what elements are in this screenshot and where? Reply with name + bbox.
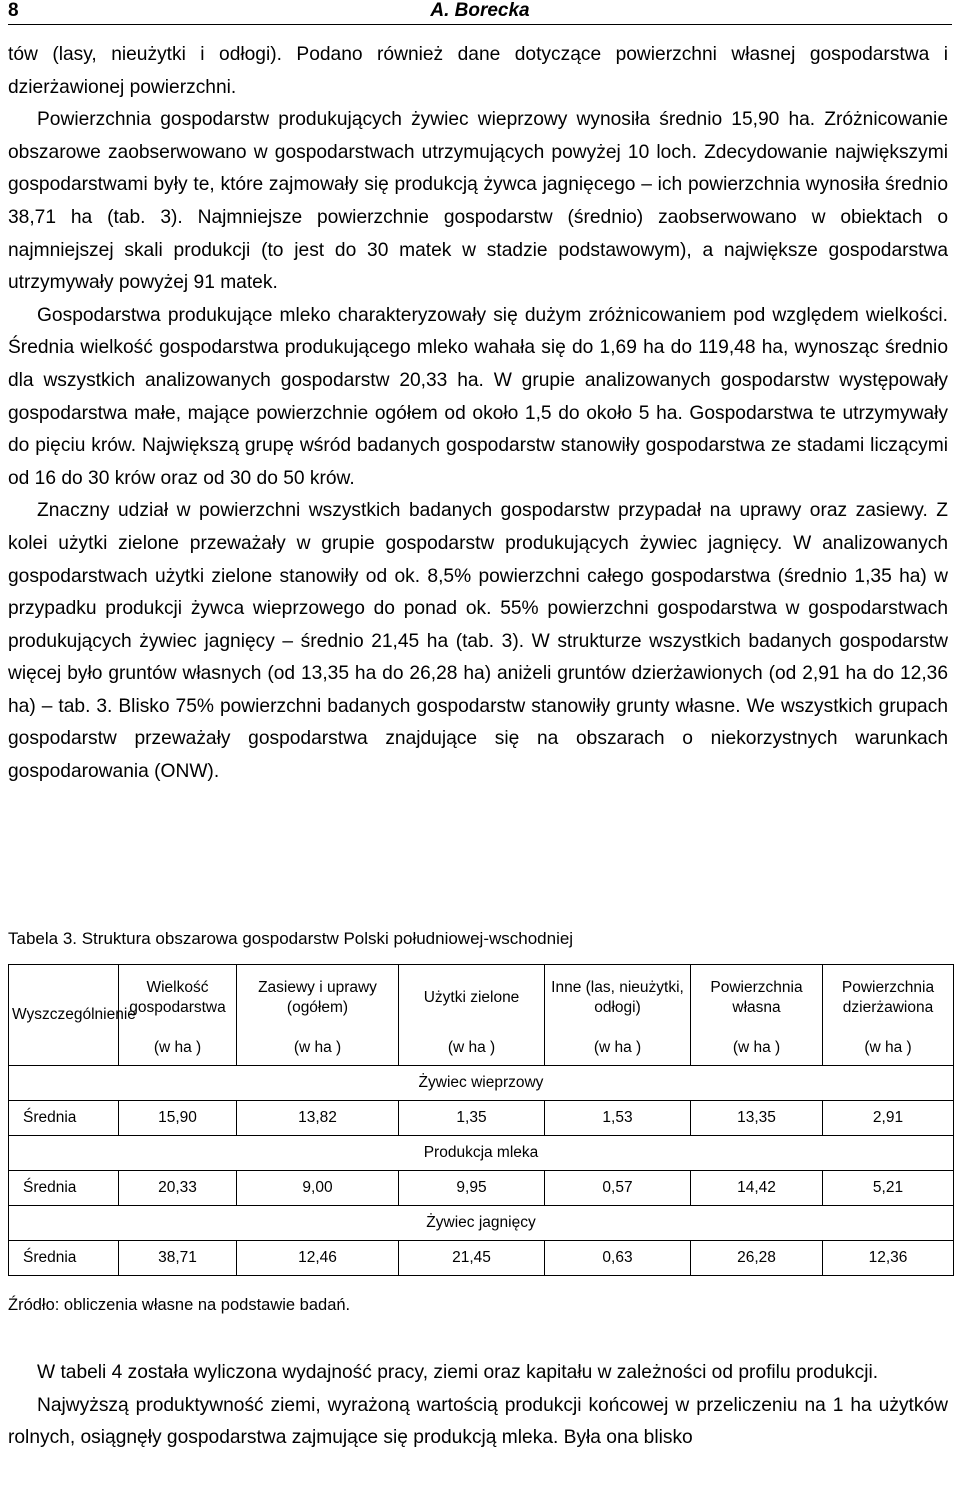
data-table — [8, 964, 954, 1276]
group-header-row — [9, 1136, 954, 1171]
table-cell: 9,95 — [399, 1171, 545, 1206]
page-number: 8 — [8, 0, 19, 21]
column-header: Powierzchnia dzierżawiona — [823, 965, 954, 1032]
group-header: Żywiec wieprzowy — [9, 1066, 954, 1101]
table-cell: 26,28 — [691, 1241, 823, 1276]
table-cell: 20,33 — [119, 1171, 237, 1206]
table-cell: 15,90 — [119, 1101, 237, 1136]
table-cell: 5,21 — [823, 1171, 954, 1206]
header-rule — [8, 24, 952, 25]
column-header: Wielkość gospodarstwa — [119, 965, 237, 1032]
group-header-row — [9, 1206, 954, 1241]
table-caption: Tabela 3. Struktura obszarowa gospodarstw Polski południowej-wschodniej — [8, 929, 574, 948]
table-row — [9, 1171, 954, 1206]
unit-cell: (w ha ) — [399, 1031, 545, 1066]
running-head: A. Borecka — [430, 0, 530, 21]
row-label: Średnia — [9, 1171, 119, 1206]
page-header — [8, 0, 952, 30]
table-cell: 12,36 — [823, 1241, 954, 1276]
row-label: Średnia — [9, 1241, 119, 1276]
unit-cell: (w ha ) — [545, 1031, 691, 1066]
paragraph: W tabeli 4 została wyliczona wydajność pracy, ziemi oraz kapitału w zależności od profilu produkcji. — [37, 1362, 879, 1383]
paragraph: Powierzchnia gospodarstw produkujących żywiec wieprzowy wynosiła średnio 15,90 ha. Zróżnicowanie obszarowe zaobserwowano w gospodarstwach utrzymujących powyżej 10 loch. Zdecydowanie największymi gospodarstwami były te, które zajmowały się produkcją żywca jagnięcego – ich powierzchnia wynosiła średnio 38,71 ha (tab. 3). Najmniejsze powierzchnie gospodarstw (średnio) zaobserwowano w obiektach o najmniejszej skali produkcji (to jest do 30 matek w stadzie podstawowym), a największe gospodarstwa utrzymywały powyżej 91 matek. — [8, 109, 948, 294]
table-cell: 0,63 — [545, 1241, 691, 1276]
row-label: Średnia — [9, 1101, 119, 1136]
unit-cell: (w ha ) — [823, 1031, 954, 1066]
group-header-row — [9, 1066, 954, 1101]
table-cell: 14,42 — [691, 1171, 823, 1206]
column-header: Użytki zielone — [399, 965, 545, 1032]
table-row — [9, 1101, 954, 1136]
table-cell: 1,35 — [399, 1101, 545, 1136]
row-header-cell: Wyszczególnienie — [9, 965, 119, 1066]
unit-cell: (w ha ) — [119, 1031, 237, 1066]
table-cell: 13,35 — [691, 1101, 823, 1136]
table-cell: 13,82 — [237, 1101, 399, 1136]
column-header: Powierzchnia własna — [691, 965, 823, 1032]
table-cell: 12,46 — [237, 1241, 399, 1276]
column-header: Zasiewy i uprawy (ogółem) — [237, 965, 399, 1032]
body-text-continued — [8, 1357, 948, 1455]
paragraph: Gospodarstwa produkujące mleko charakteryzowały się dużym zróżnicowaniem pod względem wielkości. Średnia wielkość gospodarstwa produkującego mleko wahała się do 1,69 ha do 119,48 ha, wynosząc średnio dla wszystkich analizowanych gospodarstw 20,33 ha. W grupie analizowanych gospodarstw występowały gospodarstwa małe, mające powierzchnie ogółem od około 1,5 do około 5 ha. Gospodarstwa te utrzymywały do pięciu krów. Największą grupę wśród badanych gospodarstw stanowiły gospodarstwa ze stadami liczącymi od 16 do 30 krów oraz od 30 do 50 krów. — [8, 304, 948, 489]
paragraph: Znaczny udział w powierzchni wszystkich badanych gospodarstw przypadał na uprawy oraz zasiewy. Z kolei użytki zielone przeważały w grupie gospodarstw produkujących żywiec jagnięcy. W analizowanych gospodarstwach użytki zielone stanowiły od ok. 8,5% powierzchni całego gospodarstwa (średnio 1,35 ha) w przypadku produkcji żywca wieprzowego do ponad ok. 55% powierzchni gospodarstwa w gospodarstwach produkujących żywiec jagnięcy – średnio 21,45 ha (tab. 3). W strukturze wszystkich badanych gospodarstw więcej było gruntów własnych (od 13,35 ha do 26,28 ha) aniżeli gruntów dzierżawionych (od 2,91 ha do 12,36 ha) – tab. 3. Blisko 75% powierzchni badanych gospodarstw stanowiły grunty własne. We wszystkich grupach gospodarstw przeważały gospodarstwa znajdujące się na obszarach o niekorzystnych warunkach gospodarowania (ONW). — [8, 500, 948, 783]
table-cell: 0,57 — [545, 1171, 691, 1206]
table-cell: 21,45 — [399, 1241, 545, 1276]
table-header-row — [9, 965, 954, 1032]
group-header: Produkcja mleka — [9, 1136, 954, 1171]
paragraph: tów (lasy, nieużytki i odłogi). Podano również dane dotyczące powierzchni własnej gospodarstwa i dzierżawionej powierzchni. — [8, 44, 948, 98]
body-text — [8, 39, 948, 789]
table-row — [9, 1241, 954, 1276]
unit-cell: (w ha ) — [237, 1031, 399, 1066]
unit-cell: (w ha ) — [691, 1031, 823, 1066]
paragraph: Najwyższą produktywność ziemi, wyrażoną wartością produkcji końcowej w przeliczeniu na 1 ha użytków rolnych, osiągnęły gospodarstwa zajmujące się produkcją mleka. Była ona blisko — [8, 1394, 948, 1449]
table-cell: 2,91 — [823, 1101, 954, 1136]
unit-row — [9, 1031, 954, 1066]
table-cell: 9,00 — [237, 1171, 399, 1206]
table-cell: 1,53 — [545, 1101, 691, 1136]
group-header: Żywiec jagnięcy — [9, 1206, 954, 1241]
table-cell: 38,71 — [119, 1241, 237, 1276]
table-source-note: Źródło: obliczenia własne na podstawie badań. — [8, 1296, 351, 1314]
column-header: Inne (las, nieużytki, odłogi) — [545, 965, 691, 1032]
